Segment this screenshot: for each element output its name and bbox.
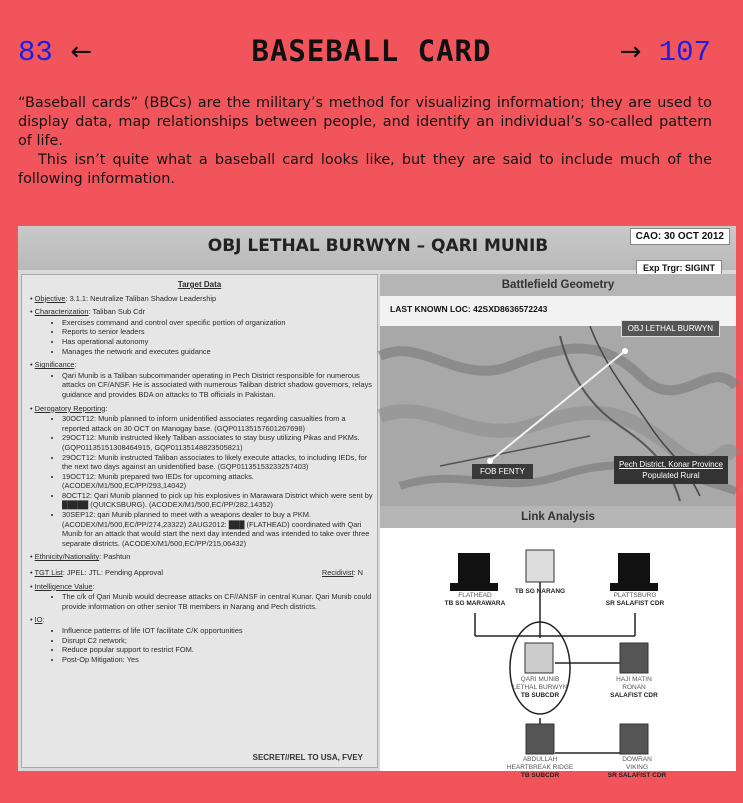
intro-paragraph-2: This isn’t quite what a baseball card looks like, but they are said to include much of the following information. <box>18 152 712 187</box>
battlefield-map <box>380 296 736 506</box>
link-lines <box>380 528 736 771</box>
significance-section: • Significance: • Qari Munib is a Taliban subcommander operating in Pech District responsible for numerous attacks on CF/ANSF. He is associated with numerous Taliban district shadow governors, relays guidance and provides BDA on attacks to TB officials in Pakistan. <box>30 360 373 399</box>
node-abdullah: ABDULLAH HEARTBREAK RIDGE TB SUBCDR <box>492 756 588 780</box>
link-analysis-diagram <box>380 528 736 779</box>
list-item: • Exercises command and control over specific portion of organization <box>62 318 373 328</box>
exp-trigger: Exp Trgr: SIGINT <box>636 260 722 276</box>
list-item: • Post-Op Mitigation: Yes <box>62 655 373 665</box>
node-plattsburg: PLATTSBURG SR SALAFIST CDR <box>605 592 665 607</box>
characterization-section: • Characterization: Taliban Sub Cdr • Exercises command and control over specific portion of organization • Reports to senior leaders • Has operational autonomy • Manages the network and executes guidance <box>30 307 373 356</box>
card-header <box>18 226 736 270</box>
ethnicity-section: • Ethnicity/Nationality: Pashtun <box>30 552 131 562</box>
list-item: • Disrupt C2 network; <box>62 636 373 646</box>
tgt-list-row: • TGT List: JPEL: JTL: Pending Approval Recidivist: N <box>30 568 363 578</box>
target-data-panel <box>21 274 378 768</box>
intro-paragraph-1: “Baseball cards” (BBCs) are the military’s method for visualizing information; they are used to display data, map relationships between people, and identify an individual’s so-called pattern of life. <box>18 95 712 149</box>
cao-date: CAO: 30 OCT 2012 <box>630 228 730 245</box>
list-item: • The c/k of Qari Munib would decrease attacks on CF//ANSF in central Kunar. Qari Munib could provide information on other senior TB members in Narang and Pech districts. <box>62 592 373 611</box>
last-known-location: LAST KNOWN LOC: 42SXD8636572243 <box>390 304 548 314</box>
list-item: • Influence patterns of life IOT facilitate C/K opportunities <box>62 626 373 636</box>
node-dowran: DOWRAN VIKING SR SALAFIST CDR <box>594 756 680 780</box>
node-dowran-role: SR SALAFIST CDR <box>607 772 667 779</box>
node-narang: TB SG NARANG <box>514 588 566 595</box>
io-section: • IO: • Influence patterns of life IOT facilitate C/K opportunities • Disrupt C2 network; • Reduce popular support to restrict FOM. • Post-Op Mitigation: Yes <box>30 615 373 664</box>
card-title: OBJ LETHAL BURWYN – QARI MUNIB <box>207 236 549 256</box>
list-item: • Qari Munib is a Taliban subcommander operating in Pech District responsible for numerous attacks on CF/ANSF. He is associated with numerous Taliban district shadow governors, relays guidance and provides BDA on attacks to TB officials in Pakistan. <box>62 371 373 400</box>
node-haji-matin: HAJI MATIN RONAN SALAFIST CDR <box>610 676 658 699</box>
next-page-number: 107 <box>658 36 711 69</box>
baseball-card-image <box>18 226 736 779</box>
list-item: • 29OCT12: Munib instructed likely Taliban associates to stay busy utilizing Pikas and PKMs. (GQP01135151308464915, GQP01135148823505821) <box>62 433 373 452</box>
fob-label: FOB FENTY <box>472 464 533 479</box>
right-panel <box>380 274 736 779</box>
intro-text <box>18 94 712 189</box>
obj-label: OBJ LETHAL BURWYN <box>621 320 720 337</box>
district-label: Pech District, Konar Province Populated Rural <box>614 456 728 484</box>
node-dowran-code: VIKING <box>625 764 649 771</box>
list-item: • Reduce popular support to restrict FOM. <box>62 645 373 655</box>
node-flathead: FLATHEAD TB SG MARAWARA <box>444 592 506 607</box>
link-analysis-heading: Link Analysis <box>380 506 736 528</box>
list-item: • 8OCT12: Qari Munib planned to pick up his explosives in Marawara District which were sent by █████ (QUICKSBURG). (ACODEX/M1/500,EC/PP/282,14352) <box>62 491 373 510</box>
left-arrow-icon: ← <box>70 37 93 67</box>
classification-marking: SECRET//REL TO USA, FVEY <box>252 753 363 763</box>
list-item: • 30OCT12: Munib planned to inform unidentified associates regarding casualties from a reported attack on 30 OCT on Manogay base. (GQP01135157601267698) <box>62 414 373 433</box>
node-abdullah-code: HEARTBREAK RIDGE <box>506 764 574 771</box>
list-item: • Manages the network and executes guidance <box>62 347 373 357</box>
node-qari-munib: QARI MUNIB LETHAL BURWYN TB SUBCDR <box>512 676 568 699</box>
prev-page-number: 83 <box>18 36 53 69</box>
derogatory-section: • Derogatory Reporting: • 30OCT12: Munib planned to inform unidentified associates regarding casualties from a reported attack on 30 OCT on Manogay base. (GQP01135157601267698) • 29OCT12: Munib instructed likely Taliban associates to stay busy utilizing Pikas and PKMs. (GQP01135151308464915, GQP01135148823505821) • 29OCT12: Munib instructed Taliban associates to likely execute attacks, to including IEDs, for the next two days against an unidentified base. (GQP01135153233257403) • 19OCT12: Munib prepared two IEDs for upcoming attacks. (ACODEX/M1/500,EC/PP/293,14042) • 8OCT12: Qari Munib planned to pick up his explosives in Marawara District which were sent by █████ (QUICKSBURG). (ACODEX/M1/500,EC/PP/282,14352) • 30SEP12: qari Munib planned to meet with a weapons dealer to buy a PKM. (ACODEX/M1/500,EC/PP/274,23322) 2AUG2012: ███ (FLATHEAD) coordinated with Qari Munib for an attack that would start the next day intended and was intended to take over three separate districts. (ACODEX/M1/500,EC/PP/215,06432) <box>30 404 373 549</box>
list-item: • 30SEP12: qari Munib planned to meet with a weapons dealer to buy a PKM. (ACODEX/M1/500,EC/PP/274,23322) 2AUG2012: ███ (FLATHEAD) coordinated with Qari Munib for an attack that would start the next day intended and was intended to take over three separate districts. (ACODEX/M1/500,EC/PP/215,06432) <box>62 510 373 548</box>
list-item: • Reports to senior leaders <box>62 327 373 337</box>
page-title: BASEBALL CARD <box>251 34 492 68</box>
list-item: • 29OCT12: Munib instructed Taliban associates to likely execute attacks, to including IEDs, for the next two days against an unidentified base. (GQP01135153233257403) <box>62 453 373 472</box>
right-arrow-icon: → <box>619 37 642 67</box>
list-item: • 19OCT12: Munib prepared two IEDs for upcoming attacks. (ACODEX/M1/500,EC/PP/293,14042) <box>62 472 373 491</box>
target-data-heading: Target Data <box>177 280 222 289</box>
intel-section: • Intelligence Value: • The c/k of Qari Munib would decrease attacks on CF//ANSF in central Kunar. Qari Munib could provide information on other senior TB members in Narang and Pech districts. <box>30 582 373 612</box>
list-item: • Has operational autonomy <box>62 337 373 347</box>
objective-section: • Objective: 3.1.1: Neutralize Taliban Shadow Leadership <box>30 293 217 303</box>
node-abdullah-role: TB SUBCDR <box>520 772 560 779</box>
battlefield-heading: Battlefield Geometry <box>380 274 736 296</box>
